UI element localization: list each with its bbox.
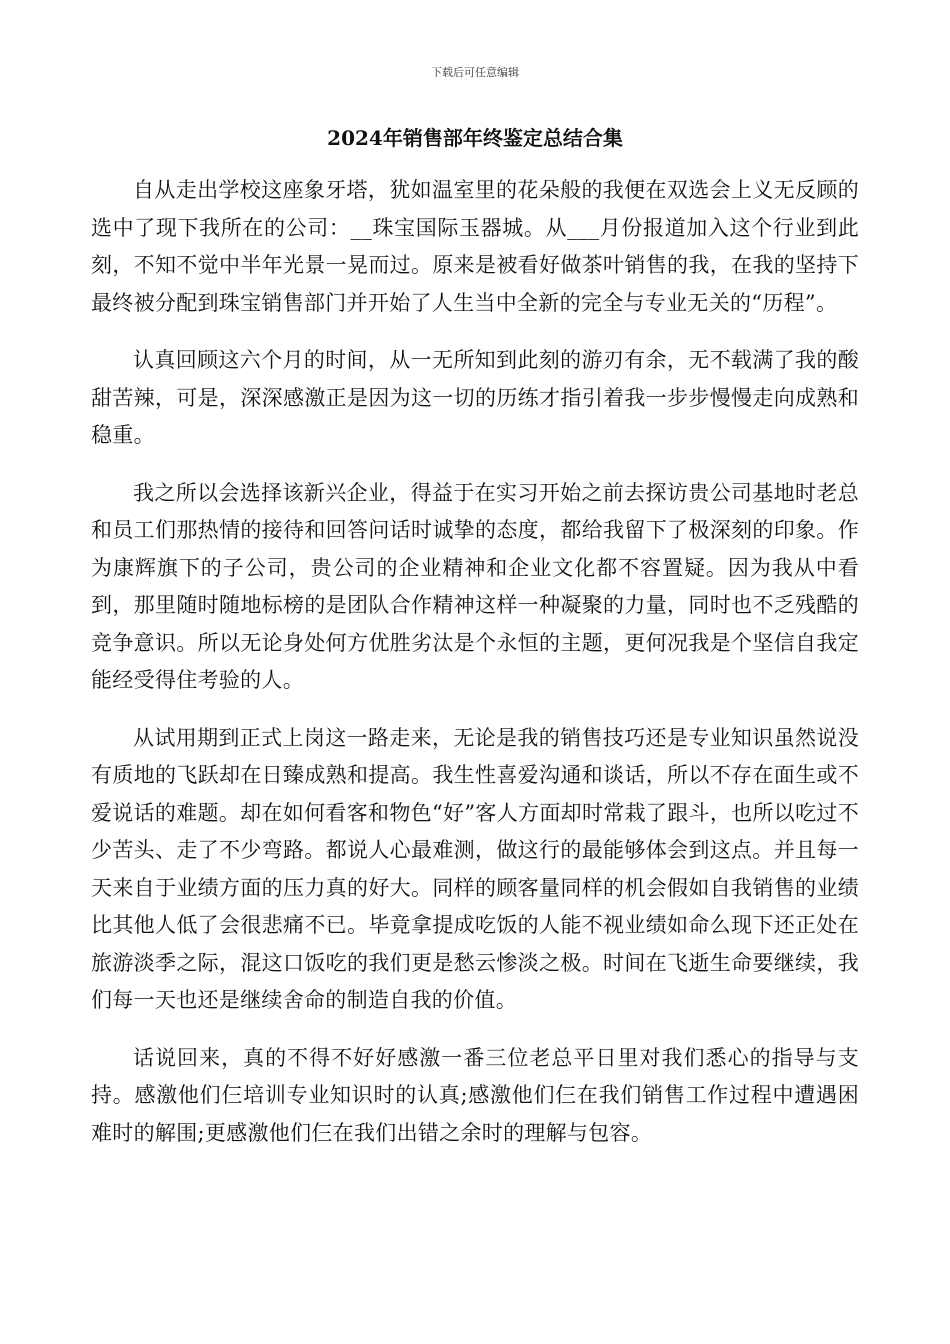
header-note: 下载后可任意编辑 — [431, 66, 519, 79]
paragraph-5: 话说回来，真的不得不好好感激一番三位老总平日里对我们悉心的指导与支持。感激他们仨培训专业知识时的认真;感激他们仨在我们销售工作过程中遭遇困难时的解围;更感激他们仨在我们出错之余时的理解与包容。 — [91, 1045, 859, 1145]
document-title: 2024年销售部年终鉴定总结合集 — [327, 126, 623, 150]
paragraph-3: 我之所以会选择该新兴企业，得益于在实习开始之前去探访贵公司基地时老总和员工们那热情的接待和回答问话时诚挚的态度，都给我留下了极深刻的印象。作为康辉旗下的子公司，贵公司的企业精神和企业文化都不容置疑。因为我从中看到，那里随时随地标榜的是团队合作精神这样一种凝聚的力量，同时也不乏残酷的竞争意识。所以无论身处何方优胜劣汰是个永恒的主题，更何况我是个坚信自我定能经受得住考验的人。 — [91, 480, 859, 692]
paragraph-1: 自从走出学校这座象牙塔，犹如温室里的花朵般的我便在双选会上义无反顾的选中了现下我所在的公司：__珠宝国际玉器城。从___月份报道加入这个行业到此刻，不知不觉中半年光景一晃而过。原来是被看好做茶叶销售的我，在我的坚持下最终被分配到珠宝销售部门并开始了人生当中全新的完全与专业无关的“历程”。 — [91, 178, 859, 315]
document-body — [91, 172, 859, 1172]
paragraph-2: 认真回顾这六个月的时间，从一无所知到此刻的游刃有余，无不载满了我的酸甜苦辣，可是，深深感激正是因为这一切的历练才指引着我一步步慢慢走向成熟和稳重。 — [91, 348, 859, 447]
paragraph-4: 从试用期到正式上岗这一路走来，无论是我的销售技巧还是专业知识虽然说没有质地的飞跃却在日臻成熟和提高。我生性喜爱沟通和谈话，所以不存在面生或不爱说话的难题。却在如何看客和物色“好”客人方面却时常栽了跟斗，也所以吃过不少苦头、走了不少弯路。都说人心最难测，做这行的最能够体会到这点。并且每一天来自于业绩方面的压力真的好大。同样的顾客量同样的机会假如自我销售的业绩比其他人低了会很悲痛不已。毕竟拿提成吃饭的人能不视业绩如命么现下还正处在旅游淡季之际，混这口饭吃的我们更是愁云惨淡之极。时间在飞逝生命要继续，我们每一天也还是继续舍命的制造自我的价值。 — [91, 725, 859, 1012]
